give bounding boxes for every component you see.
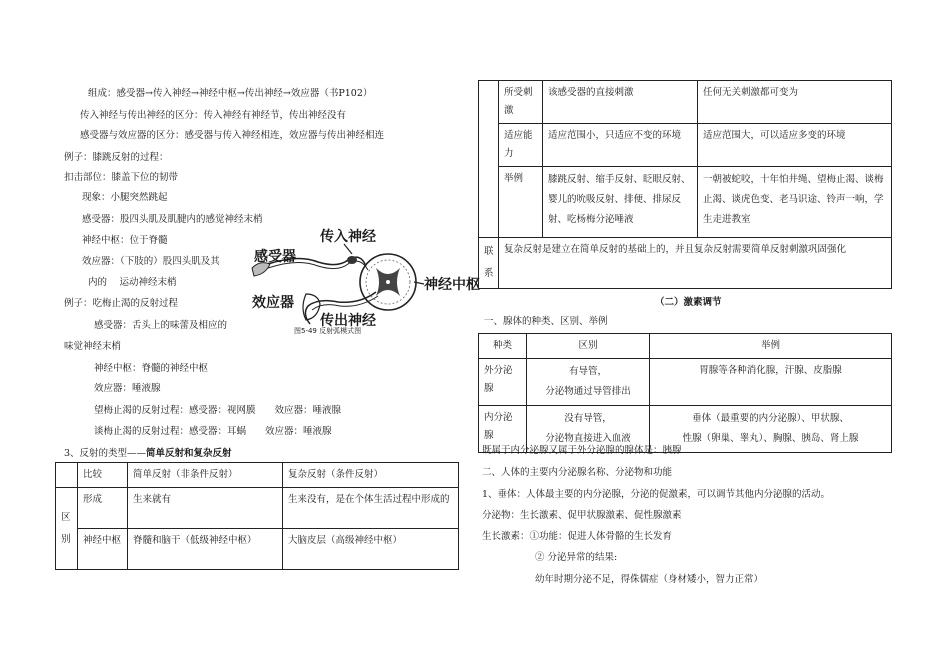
section3-prefix: 3、反射的类型—— [64, 448, 147, 459]
effector-line: 效应器：（下肢的）股四头肌及其 [82, 256, 220, 267]
section3-heading [64, 447, 232, 460]
row-stimulus-simple: 该感受器的直接刺激 [543, 81, 698, 124]
cont-blank [479, 81, 499, 238]
gh-function-line: 生长激素：①功能：促进人体骨骼的生长发育 [482, 531, 673, 542]
example-knee-jerk: 例子：膝跳反射的过程： [64, 152, 169, 163]
link-label: 联系 [479, 238, 499, 289]
exocrine-diff [527, 359, 650, 406]
label-effector: 效应器 [252, 295, 294, 311]
row-example-complex: 一朝被蛇咬，十年怕井绳、望梅止渴、谈梅止渴、谈虎色变、老马识途、铃声一响，学生走进教室 [698, 167, 892, 238]
row-center-label: 神经中枢 [78, 529, 128, 570]
reflex-comparison-cont-table [478, 80, 892, 289]
row-adapt-complex: 适应范围大，可以适应多变的环境 [698, 124, 892, 167]
hormone-section-title: （二）激素调节 [655, 297, 722, 308]
talk-plum-line: 谈梅止渴的反射过程：感受器：耳蜗 效应器：唾液腺 [94, 426, 332, 437]
exocrine-example: 胃腺等各种消化腺，汗腺、皮脂腺 [650, 359, 892, 406]
exocrine-label: 外分泌腺 [479, 359, 527, 406]
reflex-arc-figure [248, 224, 478, 334]
secretions-line: 分泌物：生长激素、促甲状腺激素、促性腺激素 [482, 510, 682, 521]
row-stimulus-complex: 任何无关刺激都可变为 [698, 81, 892, 124]
row-adapt-label: 适应能力 [499, 124, 543, 167]
header-compare: 比较 [78, 463, 128, 488]
look-plum-line: 望梅止渴的反射过程：感受器：视网膜 效应器：唾液腺 [94, 405, 342, 416]
label-receptor: 感受器 [254, 249, 296, 265]
plum-effector-line: 效应器：唾液腺 [94, 383, 161, 394]
endocrine-diff-1: 没有导管， [564, 413, 612, 424]
gland-table [478, 333, 892, 453]
strike-site-line: 扣击部位：膝盖下位的韧带 [64, 172, 179, 183]
plum-center-line: 神经中枢：脊髓的神经中枢 [94, 363, 209, 374]
center-line: 神经中枢：位于脊髓 [82, 235, 168, 246]
group-label: 区别 [56, 488, 78, 570]
plum-receptor-cont: 味觉神经末梢 [64, 341, 122, 352]
nerve-distinction-line: 传入神经与传出神经的区分：传入神经有神经节，传出神经没有 [80, 110, 347, 121]
plum-receptor-line: 感受器：舌头上的味蕾及相应的 [94, 320, 228, 331]
row-formation-complex: 生来没有，是在个体生活过程中形成的 [283, 488, 459, 529]
row-example-label: 举例 [499, 167, 543, 238]
label-efferent-nerve: 传出神经 [320, 313, 376, 329]
receptor-effector-line: 感受器与效应器的区分：感受器与传入神经相连，效应器与传出神经相连 [80, 130, 385, 141]
effector-line-cont: 内的 运动神经末梢 [88, 277, 177, 288]
row-adapt-simple: 适应范围小，只适应不变的环境 [543, 124, 698, 167]
reflex-comparison-table [55, 462, 459, 570]
exocrine-diff-2: 分泌物通过导管排出 [545, 386, 631, 397]
exocrine-diff-1: 有导管， [568, 366, 607, 377]
gland-header-example: 举例 [650, 334, 892, 359]
composition-line: 组成：感受器→传入神经→神经中枢→传出神经→效应器（书P102） [88, 88, 373, 99]
phenomenon-line: 现象：小腿突然跳起 [82, 192, 168, 203]
endocrine-example-1: 垂体（最重要的内分泌腺）、甲状腺、 [692, 413, 849, 424]
endocrine-example [650, 406, 892, 453]
row-formation-simple: 生来就有 [128, 488, 283, 529]
example-plum: 例子：吃梅止渴的反射过程 [64, 298, 179, 309]
endocrine-example-2: 性腺（卵巢、睾丸）、胸腺、胰岛、肾上腺 [682, 433, 859, 444]
gland-header-diff: 区别 [527, 334, 650, 359]
header-simple: 简单反射（非条件反射） [128, 463, 283, 488]
endocrine-label: 内分泌腺 [479, 406, 527, 453]
gh-abnormal-line: ② 分泌异常的结果: [535, 552, 618, 563]
receptor-line: 感受器：股四头肌及肌腱内的感觉神经末梢 [82, 214, 263, 225]
header-complex: 复杂反射（条件反射） [283, 463, 459, 488]
row-formation-label: 形成 [78, 488, 128, 529]
endocrine-diff-2: 分泌物直接进入血液 [545, 433, 631, 444]
row-example-simple: 膝跳反射、缩手反射、眨眼反射、婴儿的吮吸反射、排便、排尿反射、吃杨梅分泌唾液 [543, 167, 698, 238]
pancreas-line: 既属于内分泌腺又属于外分泌腺的腺体是：胰腺 [482, 445, 682, 456]
dwarfism-line: 幼年时期分泌不足，得侏儒症（身材矮小，智力正常） [535, 574, 764, 585]
figure-caption: 图5-49 反射弧模式图 [294, 327, 362, 335]
subheading-2: 二、人体的主要内分泌腺名称、分泌物和功能 [482, 467, 673, 478]
row-center-complex: 大脑皮层（高级神经中枢） [283, 529, 459, 570]
gland-subheading: 一、腺体的种类、区别、举例 [484, 316, 608, 327]
gland-header-type: 种类 [479, 334, 527, 359]
link-text: 复杂反射是建立在简单反射的基础上的，并且复杂反射需要简单反射刺激巩固强化 [499, 238, 892, 289]
cell-blank [56, 463, 78, 488]
pituitary-line: 1、垂体：人体最主要的内分泌腺，分泌的促激素，可以调节其他内分泌腺的活动。 [482, 489, 831, 500]
section3-bold: 简单反射和复杂反射 [146, 448, 232, 459]
row-stimulus-label: 所受刺激 [499, 81, 543, 124]
row-center-simple: 脊髓和脑干（低级神经中枢） [128, 529, 283, 570]
label-afferent-nerve: 传入神经 [320, 229, 376, 245]
label-nerve-center: 神经中枢 [424, 277, 480, 293]
